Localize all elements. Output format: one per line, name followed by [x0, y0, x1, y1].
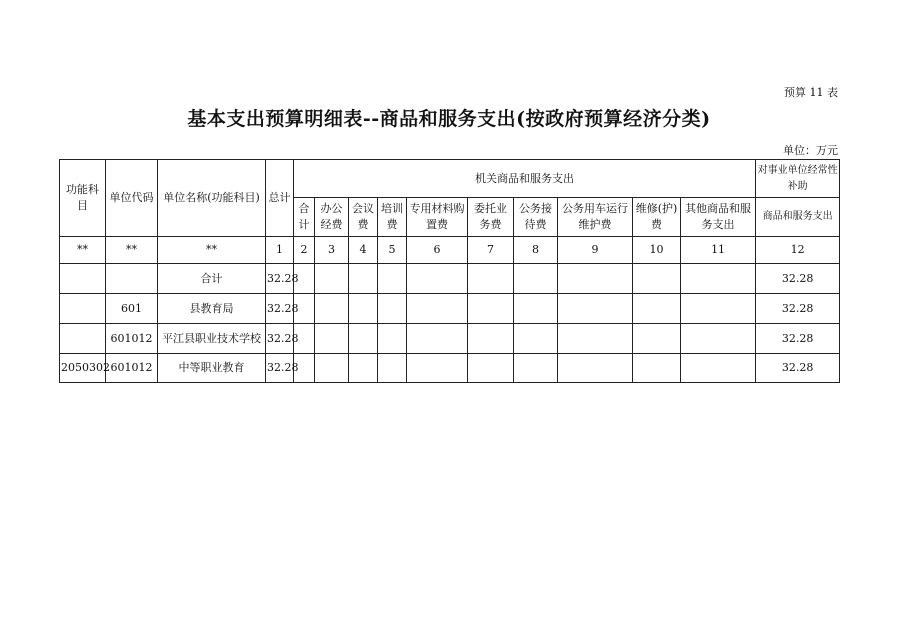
index-cell: 5	[378, 237, 407, 264]
cell-subsidy: 32.28	[756, 264, 840, 294]
cell-unit-code: 601012	[106, 354, 158, 383]
cell-func-subject	[60, 264, 106, 294]
cell-func-subject	[60, 324, 106, 354]
table-row	[60, 264, 840, 294]
index-cell: 9	[558, 237, 633, 264]
index-cell: **	[60, 237, 106, 264]
index-cell: **	[158, 237, 266, 264]
header-col-vehicle: 公务用车运行维护费	[558, 198, 633, 237]
cell-unit-name: 县教育局	[158, 294, 266, 324]
cell-total: 32.28	[266, 324, 294, 354]
cell-total: 32.28	[266, 264, 294, 294]
cell-unit-name: 中等职业教育	[158, 354, 266, 383]
header-row-1	[60, 160, 840, 198]
table-row	[60, 324, 840, 354]
header-group-subsidy: 对事业单位经常性补助	[756, 160, 840, 198]
index-cell: 1	[266, 237, 294, 264]
page-title: 基本支出预算明细表--商品和服务支出(按政府预算经济分类)	[187, 108, 711, 130]
cell-func-subject	[60, 294, 106, 324]
header-col-materials: 专用材料购置费	[407, 198, 468, 237]
header-unit-code: 单位代码	[106, 160, 158, 237]
cell-unit-name: 合计	[158, 264, 266, 294]
cell-total: 32.28	[266, 354, 294, 383]
cell-unit-code	[106, 264, 158, 294]
index-cell: 4	[349, 237, 378, 264]
unit-label: 单位：万元	[783, 144, 838, 157]
index-cell: 6	[407, 237, 468, 264]
budget-table	[59, 159, 840, 383]
index-cell: **	[106, 237, 158, 264]
header-group-agency: 机关商品和服务支出	[294, 160, 756, 198]
cell-func-subject: 2050302	[60, 354, 106, 383]
header-col-maintenance: 维修(护)费	[633, 198, 681, 237]
cell-subsidy: 32.28	[756, 294, 840, 324]
header-col-subtotal: 合计	[294, 198, 315, 237]
table-row	[60, 354, 840, 383]
cell-unit-code: 601	[106, 294, 158, 324]
cell-total: 32.28	[266, 294, 294, 324]
index-cell: 11	[681, 237, 756, 264]
header-col-other: 其他商品和服务支出	[681, 198, 756, 237]
header-col-meeting: 会议费	[349, 198, 378, 237]
cell-subsidy: 32.28	[756, 354, 840, 383]
header-unit-name: 单位名称(功能科目)	[158, 160, 266, 237]
index-cell: 8	[514, 237, 558, 264]
index-cell: 10	[633, 237, 681, 264]
cell-subsidy: 32.28	[756, 324, 840, 354]
header-col-training: 培训费	[378, 198, 407, 237]
header-col-subsidy-goods: 商品和服务支出	[756, 198, 840, 237]
table-number: 预算 11 表	[784, 86, 838, 99]
cell-unit-code: 601012	[106, 324, 158, 354]
table-row	[60, 294, 840, 324]
index-row	[60, 237, 840, 264]
header-col-commissioned: 委托业务费	[468, 198, 514, 237]
header-col-office: 办公经费	[315, 198, 349, 237]
index-cell: 7	[468, 237, 514, 264]
index-cell: 12	[756, 237, 840, 264]
header-col-reception: 公务接待费	[514, 198, 558, 237]
index-cell: 3	[315, 237, 349, 264]
cell-unit-name: 平江县职业技术学校	[158, 324, 266, 354]
header-total: 总计	[266, 160, 294, 237]
index-cell: 2	[294, 237, 315, 264]
header-func-subject: 功能科目	[60, 160, 106, 237]
